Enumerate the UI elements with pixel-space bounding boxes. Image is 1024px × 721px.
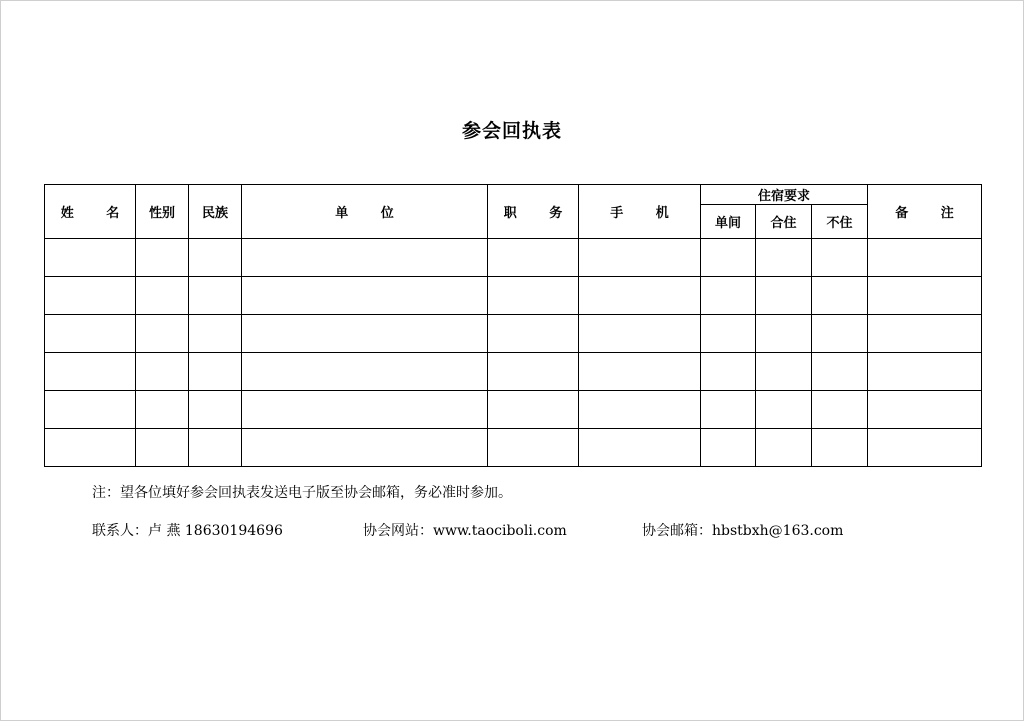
document-title: 参会回执表 xyxy=(461,120,562,142)
header-single-room: 单间 xyxy=(701,205,756,239)
header-ethnicity: 民族 xyxy=(189,185,242,239)
registration-table xyxy=(44,184,982,467)
table-row xyxy=(45,429,982,467)
table-row xyxy=(45,353,982,391)
table-row xyxy=(45,391,982,429)
header-gender: 性别 xyxy=(136,185,189,239)
table-row xyxy=(45,277,982,315)
header-mobile: 手 机 xyxy=(579,185,701,239)
note-text: 注：望各位填好参会回执表发送电子版至协会邮箱，务必准时参加。 xyxy=(92,485,512,501)
header-name: 姓 名 xyxy=(45,185,136,239)
header-remarks: 备 注 xyxy=(868,185,982,239)
header-shared-room: 合住 xyxy=(756,205,812,239)
header-accommodation: 住宿要求 xyxy=(701,185,868,205)
table-row xyxy=(45,239,982,277)
table-row xyxy=(45,315,982,353)
header-organization: 单 位 xyxy=(242,185,488,239)
header-no-stay: 不住 xyxy=(812,205,868,239)
contact-person: 联系人：卢 燕 18630194696 xyxy=(92,523,283,539)
association-email: 协会邮箱：hbstbxh@163.com xyxy=(642,523,844,539)
association-website: 协会网站：www.taociboli.com xyxy=(363,523,567,539)
table-header-row xyxy=(45,185,982,205)
header-position: 职 务 xyxy=(488,185,579,239)
